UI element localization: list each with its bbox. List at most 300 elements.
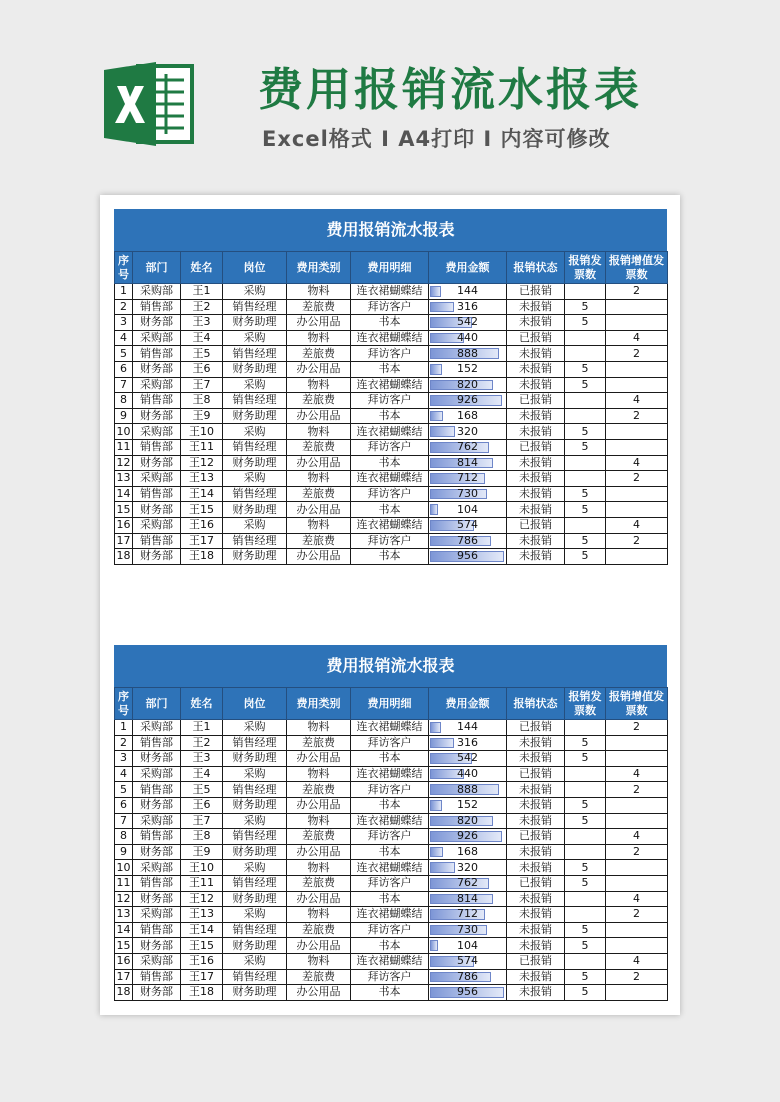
cell-status: 未报销 xyxy=(507,361,565,377)
cell-detail: 连衣裙蝴蝶结 xyxy=(351,330,429,346)
table-row xyxy=(115,891,668,907)
amount-cell xyxy=(429,393,507,409)
table-row xyxy=(115,938,668,954)
cell-name: 王17 xyxy=(181,533,223,549)
cell-post: 采购 xyxy=(223,907,287,923)
cell-no: 11 xyxy=(116,876,131,890)
cell-status: 已报销 xyxy=(507,393,565,409)
cell-invoices xyxy=(565,782,606,798)
cell-no: 9 xyxy=(115,408,133,424)
excel-logo-icon xyxy=(100,56,196,152)
cell-status: 未报销 xyxy=(507,424,565,440)
cell-invoices xyxy=(565,844,606,860)
cell-category: 物料 xyxy=(287,424,351,440)
cell-detail: 拜访客户 xyxy=(351,393,429,409)
cell-invoices: 5 xyxy=(565,533,606,549)
cell-no: 8 xyxy=(115,393,133,409)
cell-no: 12 xyxy=(116,455,131,469)
amount-cell xyxy=(429,533,507,549)
cell-name: 王13 xyxy=(181,907,223,923)
header-col-category: 费用类别 xyxy=(287,252,351,284)
cell-category: 办公用品 xyxy=(287,455,351,471)
amount-value: 320 xyxy=(457,860,478,874)
cell-dept: 销售部 xyxy=(133,875,181,891)
amount-value: 730 xyxy=(457,923,478,937)
cell-dept: 采购部 xyxy=(133,330,181,346)
cell-name: 王6 xyxy=(181,361,223,377)
header-col-detail: 费用明细 xyxy=(351,688,429,720)
cell-no: 15 xyxy=(116,938,131,952)
cell-name: 王3 xyxy=(181,751,223,767)
cell-no: 3 xyxy=(115,751,133,767)
cell-status: 未报销 xyxy=(507,346,565,362)
cell-vat: 2 xyxy=(606,284,668,300)
amount-cell xyxy=(429,766,507,782)
cell-status: 已报销 xyxy=(507,439,565,455)
cell-status: 未报销 xyxy=(507,735,565,751)
amount-value: 762 xyxy=(457,876,478,890)
amount-cell xyxy=(429,797,507,813)
table-row xyxy=(115,813,668,829)
cell-name: 王4 xyxy=(181,330,223,346)
cell-category: 物料 xyxy=(287,517,351,533)
cell-vat xyxy=(606,813,668,829)
table-row xyxy=(115,502,668,518)
cell-name: 王18 xyxy=(181,549,223,565)
cell-no: 13 xyxy=(116,471,131,485)
cell-status: 未报销 xyxy=(507,471,565,487)
amount-value: 104 xyxy=(457,938,478,952)
amount-value: 926 xyxy=(457,829,478,843)
cell-invoices: 5 xyxy=(565,922,606,938)
table-row xyxy=(115,330,668,346)
amount-value: 814 xyxy=(457,455,478,469)
cell-dept: 财务部 xyxy=(133,891,181,907)
cell-detail: 拜访客户 xyxy=(351,829,429,845)
cell-detail: 连衣裙蝴蝶结 xyxy=(351,766,429,782)
cell-no: 7 xyxy=(115,377,133,393)
cell-vat: 4 xyxy=(606,517,668,533)
cell-name: 王9 xyxy=(181,844,223,860)
amount-cell xyxy=(429,284,507,300)
cell-category: 差旅费 xyxy=(287,299,351,315)
cell-no: 6 xyxy=(115,361,133,377)
cell-invoices xyxy=(565,891,606,907)
cell-category: 办公用品 xyxy=(287,361,351,377)
cell-status: 未报销 xyxy=(507,299,565,315)
cell-post: 销售经理 xyxy=(223,922,287,938)
cell-post: 财务助理 xyxy=(223,361,287,377)
cell-name: 王15 xyxy=(181,502,223,518)
cell-no: 18 xyxy=(116,549,131,563)
amount-data-bar xyxy=(430,847,443,858)
cell-post: 销售经理 xyxy=(223,533,287,549)
amount-data-bar xyxy=(430,862,455,873)
cell-dept: 采购部 xyxy=(133,860,181,876)
cell-category: 差旅费 xyxy=(287,486,351,502)
cell-name: 王8 xyxy=(181,829,223,845)
amount-value: 926 xyxy=(457,393,478,407)
cell-detail: 拜访客户 xyxy=(351,875,429,891)
cell-name: 王7 xyxy=(181,813,223,829)
cell-detail: 连衣裙蝴蝶结 xyxy=(351,907,429,923)
header-col-amount: 费用金额 xyxy=(429,252,507,284)
cell-vat: 2 xyxy=(606,408,668,424)
amount-cell xyxy=(429,938,507,954)
cell-no: 6 xyxy=(115,797,133,813)
amount-value: 316 xyxy=(457,299,478,313)
amount-cell xyxy=(429,875,507,891)
cell-no: 16 xyxy=(116,954,131,968)
cell-post: 财务助理 xyxy=(223,985,287,1001)
cell-status: 已报销 xyxy=(507,720,565,736)
cell-no: 14 xyxy=(116,923,131,937)
amount-data-bar xyxy=(430,426,455,437)
cell-no: 5 xyxy=(115,782,133,798)
amount-data-bar xyxy=(430,722,441,733)
cell-detail: 连衣裙蝴蝶结 xyxy=(351,720,429,736)
cell-category: 差旅费 xyxy=(287,393,351,409)
cell-dept: 销售部 xyxy=(133,346,181,362)
cell-no: 17 xyxy=(116,969,131,983)
table-row xyxy=(115,860,668,876)
amount-value: 320 xyxy=(457,424,478,438)
cell-status: 未报销 xyxy=(507,922,565,938)
amount-value: 762 xyxy=(457,440,478,454)
cell-status: 已报销 xyxy=(507,330,565,346)
header-col-name: 姓名 xyxy=(181,252,223,284)
cell-dept: 采购部 xyxy=(133,953,181,969)
cell-detail: 书本 xyxy=(351,361,429,377)
table-row xyxy=(115,985,668,1001)
cell-post: 采购 xyxy=(223,330,287,346)
cell-status: 未报销 xyxy=(507,938,565,954)
cell-detail: 书本 xyxy=(351,455,429,471)
amount-value: 144 xyxy=(457,720,478,734)
cell-detail: 书本 xyxy=(351,502,429,518)
header-col-post: 岗位 xyxy=(223,688,287,720)
cell-dept: 销售部 xyxy=(133,533,181,549)
table-row xyxy=(115,517,668,533)
cell-no: 11 xyxy=(116,440,131,454)
cell-post: 销售经理 xyxy=(223,486,287,502)
amount-cell xyxy=(429,751,507,767)
cell-vat: 2 xyxy=(606,346,668,362)
cell-detail: 连衣裙蝴蝶结 xyxy=(351,517,429,533)
cell-dept: 销售部 xyxy=(133,969,181,985)
cell-post: 销售经理 xyxy=(223,969,287,985)
amount-value: 574 xyxy=(457,954,478,968)
cell-vat: 4 xyxy=(606,766,668,782)
cell-category: 差旅费 xyxy=(287,922,351,938)
page-subtitle: Excel格式 I A4打印 I 内容可修改 xyxy=(262,127,611,151)
amount-value: 542 xyxy=(457,751,478,765)
cell-status: 未报销 xyxy=(507,533,565,549)
cell-status: 未报销 xyxy=(507,969,565,985)
cell-dept: 财务部 xyxy=(133,938,181,954)
cell-post: 采购 xyxy=(223,284,287,300)
amount-value: 440 xyxy=(457,331,478,345)
cell-post: 采购 xyxy=(223,766,287,782)
table-row xyxy=(115,299,668,315)
header-col-invoices: 报销发票数 xyxy=(565,688,606,720)
cell-name: 王14 xyxy=(181,922,223,938)
cell-vat xyxy=(606,860,668,876)
cell-invoices xyxy=(565,766,606,782)
amount-value: 888 xyxy=(457,782,478,796)
header-col-amount: 费用金额 xyxy=(429,688,507,720)
cell-detail: 书本 xyxy=(351,985,429,1001)
header-col-dept: 部门 xyxy=(133,688,181,720)
cell-category: 办公用品 xyxy=(287,797,351,813)
amount-data-bar xyxy=(430,504,438,515)
cell-dept: 采购部 xyxy=(133,424,181,440)
cell-post: 财务助理 xyxy=(223,751,287,767)
cell-vat xyxy=(606,502,668,518)
cell-dept: 财务部 xyxy=(133,502,181,518)
cell-status: 未报销 xyxy=(507,860,565,876)
cell-detail: 书本 xyxy=(351,797,429,813)
amount-cell xyxy=(429,735,507,751)
cell-name: 王14 xyxy=(181,486,223,502)
amount-value: 956 xyxy=(457,985,478,999)
amount-data-bar xyxy=(430,940,438,951)
cell-detail: 拜访客户 xyxy=(351,782,429,798)
cell-dept: 采购部 xyxy=(133,377,181,393)
amount-cell xyxy=(429,486,507,502)
cell-category: 物料 xyxy=(287,907,351,923)
cell-post: 采购 xyxy=(223,517,287,533)
cell-category: 物料 xyxy=(287,284,351,300)
cell-category: 差旅费 xyxy=(287,735,351,751)
cell-no: 10 xyxy=(116,424,131,438)
cell-no: 18 xyxy=(116,985,131,999)
amount-cell xyxy=(429,813,507,829)
cell-category: 物料 xyxy=(287,813,351,829)
cell-name: 王17 xyxy=(181,969,223,985)
cell-post: 财务助理 xyxy=(223,455,287,471)
cell-invoices: 5 xyxy=(565,985,606,1001)
amount-cell xyxy=(429,907,507,923)
cell-dept: 销售部 xyxy=(133,782,181,798)
cell-dept: 财务部 xyxy=(133,455,181,471)
table-row xyxy=(115,361,668,377)
header-col-category: 费用类别 xyxy=(287,688,351,720)
cell-vat: 2 xyxy=(606,844,668,860)
cell-no: 7 xyxy=(115,813,133,829)
cell-post: 采购 xyxy=(223,953,287,969)
amount-value: 820 xyxy=(457,813,478,827)
table-row xyxy=(115,829,668,845)
cell-status: 未报销 xyxy=(507,315,565,331)
cell-name: 王8 xyxy=(181,393,223,409)
cell-invoices: 5 xyxy=(565,860,606,876)
cell-no: 10 xyxy=(116,860,131,874)
cell-invoices: 5 xyxy=(565,751,606,767)
cell-post: 采购 xyxy=(223,424,287,440)
cell-no: 5 xyxy=(115,346,133,362)
amount-value: 712 xyxy=(457,907,478,921)
cell-no: 17 xyxy=(116,533,131,547)
cell-post: 财务助理 xyxy=(223,315,287,331)
cell-detail: 连衣裙蝴蝶结 xyxy=(351,813,429,829)
cell-vat xyxy=(606,797,668,813)
cell-name: 王9 xyxy=(181,408,223,424)
cell-post: 销售经理 xyxy=(223,782,287,798)
cell-dept: 销售部 xyxy=(133,393,181,409)
amount-value: 786 xyxy=(457,969,478,983)
cell-invoices: 5 xyxy=(565,549,606,565)
table-row xyxy=(115,766,668,782)
cell-invoices xyxy=(565,346,606,362)
cell-detail: 连衣裙蝴蝶结 xyxy=(351,471,429,487)
cell-no: 2 xyxy=(115,299,133,315)
cell-post: 销售经理 xyxy=(223,735,287,751)
cell-category: 物料 xyxy=(287,860,351,876)
cell-invoices xyxy=(565,953,606,969)
table-row xyxy=(115,377,668,393)
table-row xyxy=(115,549,668,565)
table-row xyxy=(115,875,668,891)
cell-name: 王5 xyxy=(181,346,223,362)
cell-name: 王4 xyxy=(181,766,223,782)
cell-invoices xyxy=(565,517,606,533)
cell-post: 采购 xyxy=(223,377,287,393)
page-title: 费用报销流水报表 xyxy=(258,63,643,116)
report-sheet-2 xyxy=(114,645,667,1001)
header-col-no: 序号 xyxy=(115,252,133,284)
cell-detail: 拜访客户 xyxy=(351,735,429,751)
table-row xyxy=(115,969,668,985)
cell-vat xyxy=(606,735,668,751)
table-row xyxy=(115,393,668,409)
amount-cell xyxy=(429,517,507,533)
cell-category: 办公用品 xyxy=(287,408,351,424)
cell-category: 差旅费 xyxy=(287,533,351,549)
cell-dept: 财务部 xyxy=(133,844,181,860)
amount-data-bar xyxy=(430,286,441,297)
cell-detail: 书本 xyxy=(351,938,429,954)
header-col-name: 姓名 xyxy=(181,688,223,720)
cell-category: 差旅费 xyxy=(287,782,351,798)
header-col-vat: 报销增值发票数 xyxy=(606,688,668,720)
cell-invoices xyxy=(565,907,606,923)
cell-post: 财务助理 xyxy=(223,502,287,518)
cell-no: 8 xyxy=(115,829,133,845)
cell-status: 未报销 xyxy=(507,455,565,471)
cell-no: 13 xyxy=(116,907,131,921)
cell-post: 财务助理 xyxy=(223,549,287,565)
amount-value: 574 xyxy=(457,518,478,532)
cell-category: 办公用品 xyxy=(287,751,351,767)
cell-post: 财务助理 xyxy=(223,938,287,954)
amount-value: 316 xyxy=(457,735,478,749)
header-col-dept: 部门 xyxy=(133,252,181,284)
cell-vat: 4 xyxy=(606,393,668,409)
cell-vat xyxy=(606,549,668,565)
cell-invoices xyxy=(565,455,606,471)
cell-status: 已报销 xyxy=(507,953,565,969)
amount-cell xyxy=(429,502,507,518)
table-header-row xyxy=(115,688,668,720)
cell-vat xyxy=(606,922,668,938)
cell-name: 王10 xyxy=(181,424,223,440)
cell-category: 差旅费 xyxy=(287,346,351,362)
cell-category: 差旅费 xyxy=(287,875,351,891)
cell-vat: 4 xyxy=(606,330,668,346)
cell-category: 办公用品 xyxy=(287,985,351,1001)
cell-vat xyxy=(606,751,668,767)
report-sheet-1 xyxy=(114,209,667,565)
cell-detail: 连衣裙蝴蝶结 xyxy=(351,377,429,393)
cell-name: 王12 xyxy=(181,891,223,907)
cell-invoices: 5 xyxy=(565,813,606,829)
cell-name: 王1 xyxy=(181,284,223,300)
header-col-status: 报销状态 xyxy=(507,688,565,720)
cell-invoices: 5 xyxy=(565,502,606,518)
cell-post: 财务助理 xyxy=(223,891,287,907)
cell-post: 销售经理 xyxy=(223,299,287,315)
cell-name: 王15 xyxy=(181,938,223,954)
cell-vat: 4 xyxy=(606,891,668,907)
a4-paper xyxy=(100,195,680,1015)
cell-category: 办公用品 xyxy=(287,844,351,860)
amount-cell xyxy=(429,377,507,393)
amount-cell xyxy=(429,985,507,1001)
amount-data-bar xyxy=(430,411,443,422)
cell-no: 4 xyxy=(115,330,133,346)
cell-post: 财务助理 xyxy=(223,797,287,813)
table-row xyxy=(115,907,668,923)
cell-status: 已报销 xyxy=(507,829,565,845)
cell-post: 销售经理 xyxy=(223,875,287,891)
cell-name: 王13 xyxy=(181,471,223,487)
cell-post: 销售经理 xyxy=(223,829,287,845)
cell-category: 物料 xyxy=(287,720,351,736)
cell-category: 差旅费 xyxy=(287,439,351,455)
amount-value: 104 xyxy=(457,502,478,516)
cell-vat xyxy=(606,875,668,891)
header-col-post: 岗位 xyxy=(223,252,287,284)
table-row xyxy=(115,953,668,969)
table-row xyxy=(115,471,668,487)
cell-invoices: 5 xyxy=(565,797,606,813)
cell-detail: 拜访客户 xyxy=(351,486,429,502)
cell-detail: 拜访客户 xyxy=(351,922,429,938)
amount-value: 152 xyxy=(457,798,478,812)
cell-vat: 4 xyxy=(606,829,668,845)
amount-cell xyxy=(429,330,507,346)
cell-name: 王6 xyxy=(181,797,223,813)
cell-dept: 采购部 xyxy=(133,284,181,300)
amount-value: 542 xyxy=(457,315,478,329)
table-row xyxy=(115,533,668,549)
cell-detail: 书本 xyxy=(351,408,429,424)
amount-cell xyxy=(429,455,507,471)
cell-post: 销售经理 xyxy=(223,393,287,409)
cell-post: 采购 xyxy=(223,720,287,736)
cell-no: 16 xyxy=(116,518,131,532)
cell-dept: 财务部 xyxy=(133,797,181,813)
report-table xyxy=(114,687,668,1001)
table-row xyxy=(115,782,668,798)
cell-status: 未报销 xyxy=(507,797,565,813)
cell-category: 物料 xyxy=(287,766,351,782)
amount-value: 814 xyxy=(457,891,478,905)
cell-vat xyxy=(606,486,668,502)
cell-name: 王18 xyxy=(181,985,223,1001)
cell-invoices xyxy=(565,829,606,845)
